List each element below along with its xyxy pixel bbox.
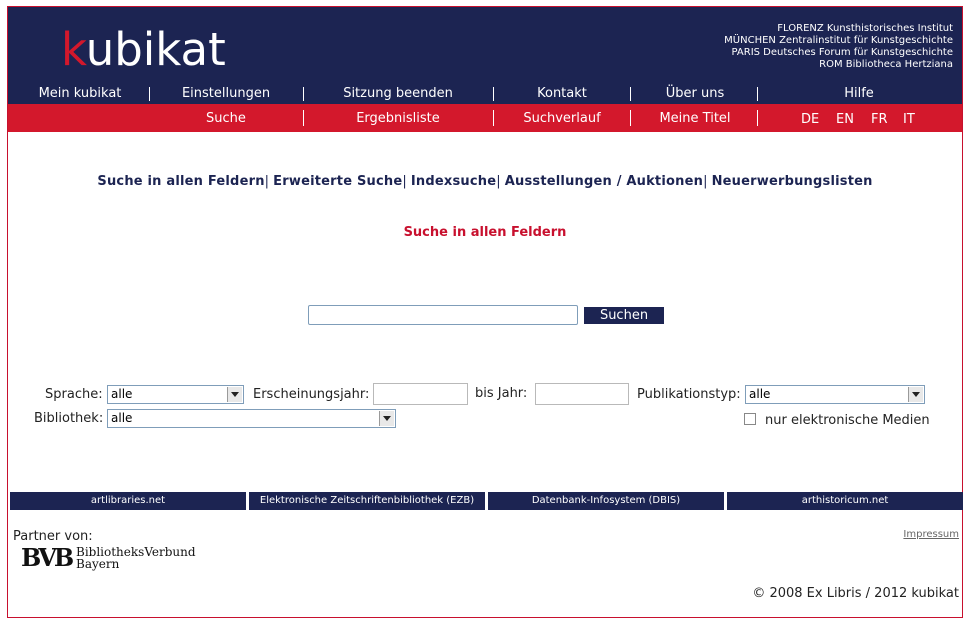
link-ezb[interactable]: Elektronische Zeitschriftenbibliothek (EZB) [249, 492, 485, 510]
lang-en[interactable]: EN [836, 112, 854, 127]
tab-erweiterte-suche[interactable]: Erweiterte Suche [273, 174, 403, 189]
dropdown-arrow-icon[interactable] [908, 387, 923, 402]
search-button[interactable]: Suchen [584, 307, 664, 324]
link-dbis[interactable]: Datenbank-Infosystem (DBIS) [488, 492, 724, 510]
nav-separator [630, 110, 631, 126]
nav-separator [303, 110, 304, 126]
nav-separator [757, 87, 758, 101]
pubtype-select-value: alle [749, 387, 771, 401]
library-label: Bibliothek: [34, 411, 104, 426]
tab-separator: | [402, 174, 411, 189]
top-navigation [8, 84, 962, 104]
lang-de[interactable]: DE [801, 112, 820, 127]
nav-separator [493, 110, 494, 126]
link-arthistoricum[interactable]: arthistoricum.net [727, 492, 963, 510]
language-select[interactable] [107, 385, 244, 404]
lang-fr[interactable]: FR [871, 112, 888, 127]
electronic-media-checkbox[interactable] [744, 413, 756, 425]
nav-sitzung-beenden[interactable]: Sitzung beenden [343, 86, 453, 101]
language-select-value: alle [111, 387, 133, 401]
impressum-link[interactable]: Impressum [903, 529, 959, 540]
tab-separator: | [703, 174, 712, 189]
bvb-line2: Bayern [76, 557, 120, 571]
bvb-mark: BVB [21, 543, 72, 572]
tab-separator: | [496, 174, 505, 189]
institute-muenchen: MÜNCHEN Zentralinstitut für Kunstgeschichte [724, 35, 953, 46]
institute-rom: ROM Bibliotheca Hertziana [819, 59, 953, 70]
library-select[interactable] [107, 409, 396, 428]
page-title: Suche in allen Feldern [403, 225, 567, 240]
dropdown-arrow-icon[interactable] [379, 411, 394, 426]
bvb-text [76, 546, 196, 570]
partner-label: Partner von: [13, 529, 93, 544]
institute-paris: PARIS Deutsches Forum für Kunstgeschichte [731, 47, 953, 58]
tab-neuerwerbungslisten[interactable]: Neuerwerbungslisten [711, 174, 873, 189]
logo-rest: ubikat [85, 23, 226, 76]
nav-mein-kubikat[interactable]: Mein kubikat [38, 86, 122, 101]
nav-separator [493, 87, 494, 101]
tab-ausstellungen-auktionen[interactable]: Ausstellungen / Auktionen [504, 174, 704, 189]
nav-separator [303, 87, 304, 101]
search-navigation [8, 104, 962, 132]
nav-hilfe[interactable]: Hilfe [844, 86, 874, 101]
year-from-input[interactable] [373, 383, 468, 405]
nav-separator [630, 87, 631, 101]
nav-einstellungen[interactable]: Einstellungen [181, 86, 271, 101]
kubikat-logo[interactable] [61, 23, 226, 76]
nav-separator [149, 87, 150, 101]
tab-indexsuche[interactable]: Indexsuche [410, 174, 497, 189]
nav-suche[interactable]: Suche [206, 111, 246, 126]
lang-it[interactable]: IT [903, 112, 915, 127]
year-label: Erscheinungsjahr: [253, 387, 370, 402]
nav-separator [757, 110, 758, 126]
bvb-line1: BibliotheksVerbund [76, 545, 196, 559]
header-banner [8, 7, 962, 84]
nav-ergebnisliste[interactable]: Ergebnisliste [356, 111, 440, 126]
to-year-label: bis Jahr: [475, 386, 528, 401]
tab-suche-alle-felder[interactable]: Suche in allen Feldern [97, 174, 265, 189]
electronic-media-label: nur elektronische Medien [765, 413, 930, 428]
tab-separator: | [264, 174, 274, 189]
language-label: Sprache: [45, 387, 103, 402]
institute-list [724, 23, 953, 71]
nav-meine-titel[interactable]: Meine Titel [659, 111, 731, 126]
nav-kontakt[interactable]: Kontakt [537, 86, 587, 101]
nav-suchverlauf[interactable]: Suchverlauf [523, 111, 601, 126]
nav-ueber-uns[interactable]: Über uns [665, 86, 725, 101]
link-artlibraries[interactable]: artlibraries.net [10, 492, 246, 510]
search-input[interactable] [308, 305, 578, 325]
partner-links-bar [10, 492, 963, 510]
dropdown-arrow-icon[interactable] [227, 387, 242, 402]
logo-k: k [61, 23, 86, 76]
library-select-value: alle [111, 411, 133, 425]
search-type-tabs [0, 174, 970, 189]
year-to-input[interactable] [535, 383, 629, 405]
pubtype-select[interactable] [745, 385, 925, 404]
pubtype-label: Publikationstyp: [637, 387, 741, 402]
institute-florenz: FLORENZ Kunsthistorisches Institut [777, 23, 953, 34]
copyright-text: © 2008 Ex Libris / 2012 kubikat [752, 586, 959, 601]
